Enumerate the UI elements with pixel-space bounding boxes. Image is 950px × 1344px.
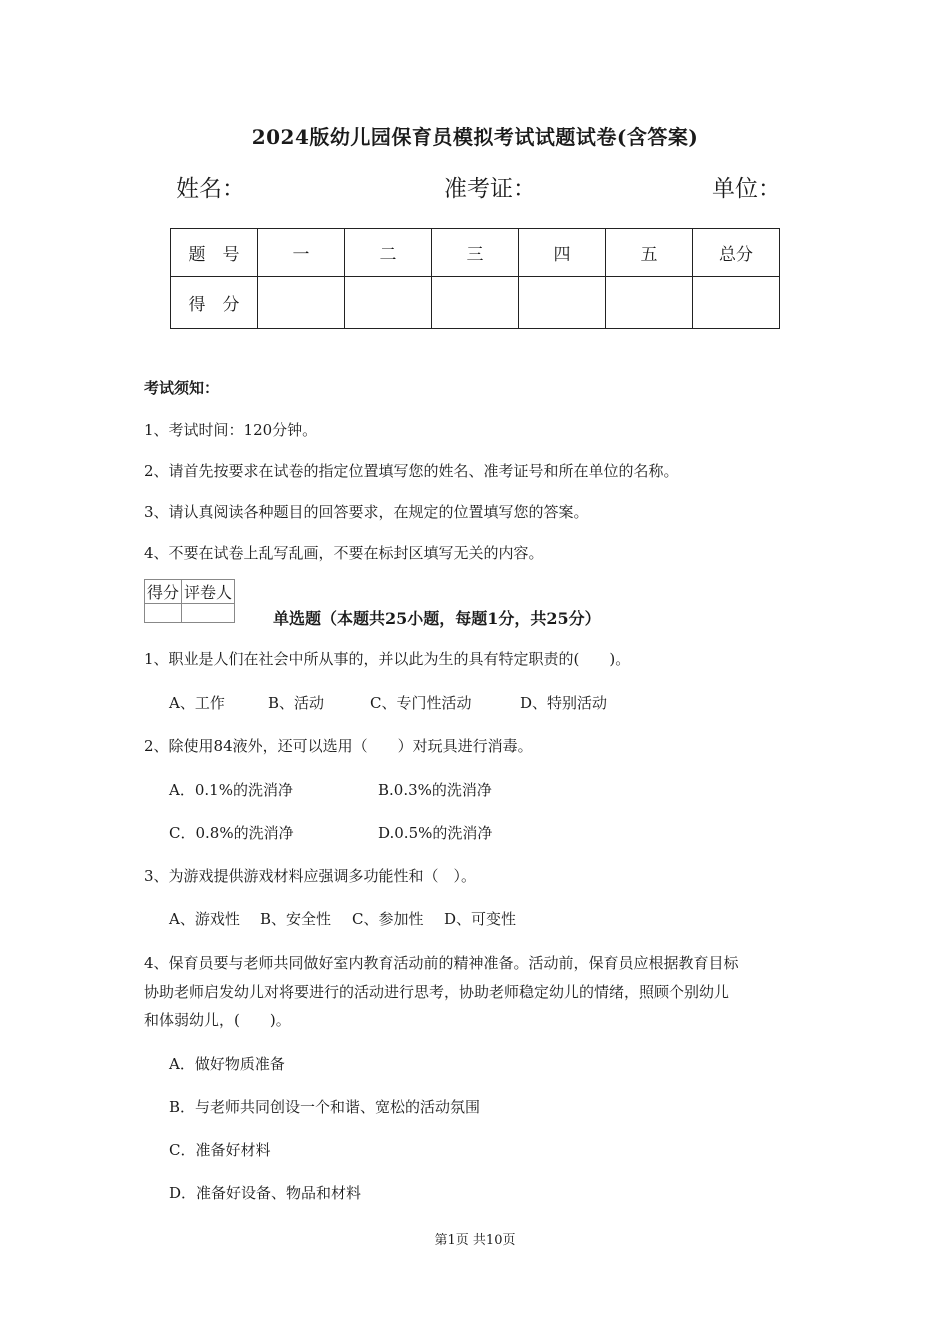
- notice-heading: 考试须知：: [144, 379, 220, 397]
- notice-item: 2、请首先按要求在试卷的指定位置填写您的姓名、准考证号和所在单位的名称。: [144, 462, 679, 480]
- score-header-1: 一: [258, 229, 345, 277]
- question-2-stem: 2、除使用84液外，还可以选用（ ）对玩具进行消毒。: [144, 737, 533, 755]
- grader-box-grader-label: 评卷人: [182, 580, 235, 604]
- page-title: 2024版幼儿园保育员模拟考试试题试卷(含答案): [251, 125, 699, 149]
- score-header-2: 二: [345, 229, 432, 277]
- question-3-option-a[interactable]: A、游戏性: [169, 910, 240, 928]
- exam-id-field-label: 准考证：: [444, 176, 536, 202]
- question-4-option-c[interactable]: C．准备好材料: [169, 1141, 271, 1159]
- score-header-3: 三: [432, 229, 519, 277]
- question-1-option-d[interactable]: D、特别活动: [520, 694, 608, 712]
- notice-item: 3、请认真阅读各种题目的回答要求，在规定的位置填写您的答案。: [144, 503, 589, 521]
- score-cell-1[interactable]: [258, 277, 345, 329]
- question-4-option-b[interactable]: B．与老师共同创设一个和谐、宽松的活动氛围: [169, 1098, 481, 1116]
- score-cell-4[interactable]: [519, 277, 606, 329]
- question-3-option-d[interactable]: D、可变性: [444, 910, 517, 928]
- score-header-label: 题 号: [171, 229, 258, 277]
- question-1-option-a[interactable]: A、工作: [169, 694, 225, 712]
- question-2-option-c[interactable]: C．0.8%的洗消净: [169, 824, 294, 842]
- question-1-option-c[interactable]: C、专门性活动: [370, 694, 472, 712]
- question-3-option-c[interactable]: C、参加性: [352, 910, 424, 928]
- notice-item: 1、考试时间：120分钟。: [144, 421, 318, 439]
- question-1-option-b[interactable]: B、活动: [268, 694, 325, 712]
- question-4-stem-line: 4、保育员要与老师共同做好室内教育活动前的精神准备。活动前，保育员应根据教育目标: [144, 954, 739, 972]
- score-cell-total[interactable]: [693, 277, 780, 329]
- grader-box-score-cell[interactable]: [145, 604, 182, 623]
- question-4-stem-line: 和体弱幼儿，( )。: [144, 1011, 291, 1029]
- score-header-5: 五: [606, 229, 693, 277]
- question-4-option-d[interactable]: D．准备好设备、物品和材料: [169, 1184, 362, 1202]
- question-2-option-a[interactable]: A．0.1%的洗消净: [169, 781, 293, 799]
- score-row-label: 得 分: [171, 277, 258, 329]
- score-cell-5[interactable]: [606, 277, 693, 329]
- question-3-stem: 3、为游戏提供游戏材料应强调多功能性和（ ）。: [144, 867, 477, 885]
- page-footer: 第1页 共10页: [434, 1233, 516, 1248]
- name-field-label: 姓名：: [176, 176, 245, 202]
- question-4-stem-line: 协助老师启发幼儿对将要进行的活动进行思考，协助老师稳定幼儿的情绪，照顾个别幼儿: [144, 983, 730, 1001]
- grader-box-score-label: 得分: [145, 580, 182, 604]
- score-table: [170, 228, 780, 329]
- question-1-stem: 1、职业是人们在社会中所从事的，并以此为生的具有特定职责的( )。: [144, 650, 631, 668]
- grader-box-grader-cell[interactable]: [182, 604, 235, 623]
- unit-field-label: 单位：: [712, 176, 781, 202]
- score-cell-3[interactable]: [432, 277, 519, 329]
- question-3-option-b[interactable]: B、安全性: [260, 910, 332, 928]
- score-header-total: 总分: [693, 229, 780, 277]
- question-4-option-a[interactable]: A．做好物质准备: [169, 1055, 285, 1073]
- notice-item: 4、不要在试卷上乱写乱画，不要在标封区填写无关的内容。: [144, 544, 544, 562]
- score-header-4: 四: [519, 229, 606, 277]
- question-2-option-b[interactable]: B.0.3%的洗消净: [378, 781, 492, 799]
- section-heading: 单选题（本题共25小题，每题1分，共25分）: [273, 609, 601, 628]
- score-cell-2[interactable]: [345, 277, 432, 329]
- grader-box: [144, 579, 235, 623]
- question-2-option-d[interactable]: D.0.5%的洗消净: [378, 824, 493, 842]
